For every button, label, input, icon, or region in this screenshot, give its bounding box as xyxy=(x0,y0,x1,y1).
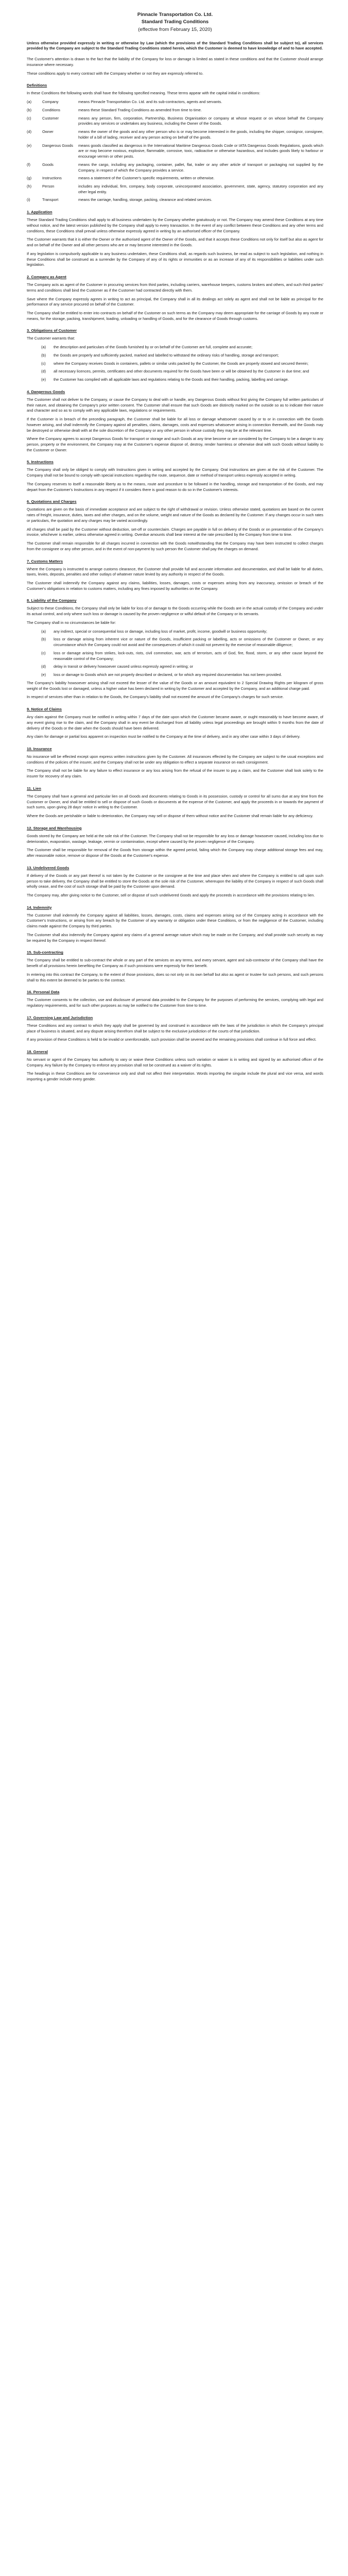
clause-text: the Goods are properly and sufficiently packed, marked and labelled to withstand the ordinary risks of handling, storage and transport; xyxy=(54,352,279,358)
definition-term: Customer xyxy=(42,115,59,121)
clause-item xyxy=(41,353,323,359)
section-paragraph: Any claim for damage or partial loss apparent on inspection must be notified to the Company at the time of delivery, and in any other case within 3 days of delivery. xyxy=(27,734,301,739)
clause-text: the Customer has complied with all applicable laws and regulations relating to the Goods and their handling, packing, labelling and carriage. xyxy=(54,377,289,382)
section-paragraph: The Customer warrants that it is either the Owner or the authorised agent of the Owner of the Goods, and that it accepts these Conditions not only for itself but also as agent for and on behalf of the Owner and all other persons who are or may become interested in the Goods. xyxy=(27,237,323,248)
section xyxy=(27,499,323,552)
definition-term: Owner xyxy=(42,129,54,134)
definition-term: Transport xyxy=(42,197,59,202)
section xyxy=(27,746,323,779)
notice-paragraph: Unless otherwise provided expressly in writing or otherwise by Law (which the provisions of the Standard Trading Conditions shall be subject to), all services provided by the Company are subject to the Standard Trading Conditions stated herein, which the Customer is deemed to have knowledge of and to have accepted. xyxy=(27,40,323,51)
definition-text: includes any individual, firm, company, body corporate, unincorporated association, government, state, agency, statutory corporation and any other legal entity. xyxy=(78,183,323,194)
section-paragraph: All charges shall be paid by the Customer without deduction, set-off or counterclaim. Charges are payable in full on delivery of the Goods or on presentation of the Company's invoice, whichever is earlier, unless otherwise agreed in writing. Overdue amounts shall bear interest at the rate prescribed by the Company from time to time. xyxy=(27,527,323,537)
clause-number: (d) xyxy=(41,369,46,374)
definition-text: means Pinnacle Transportation Co. Ltd. and its sub-contractors, agents and servants. xyxy=(78,99,222,105)
definition-item xyxy=(27,184,323,195)
definition-number: (b) xyxy=(27,107,32,112)
section-paragraph: The Customer consents to the collection, use and disclosure of personal data provided to the Company for the purposes of performing the services, complying with legal and regulatory requirements, and for such other purposes as may be notified to the Customer from time to time. xyxy=(27,997,323,1008)
clause-item xyxy=(41,629,323,635)
clause-number: (c) xyxy=(41,361,46,366)
section-paragraph: The headings in these Conditions are for convenience only and shall not affect their interpretation. Words importing the singular include the plural and vice versa, and words importing a gender include every gender. xyxy=(27,1071,323,1082)
section-heading: 11. Lien xyxy=(27,786,41,791)
section-heading: 16. Personal Data xyxy=(27,990,60,995)
definition-number: (g) xyxy=(27,176,32,181)
definition-text: means a statement of the Customer's specific requirements, written or otherwise. xyxy=(78,176,215,181)
section xyxy=(27,1015,323,1043)
definition-term: Person xyxy=(42,183,55,189)
clause-item xyxy=(41,345,323,350)
section-paragraph: No insurance will be effected except upon express written instructions given by the Customer. All insurances effected by the Company are subject to the usual exceptions and conditions of the policies of the insurer, and the Company shall not be under any obligation to effect a separate insurance on each consignment. xyxy=(27,754,323,765)
section-paragraph: Where the Goods are perishable or liable to deterioration, the Company may sell or dispose of them without notice and the Customer shall remain liable for any deficiency. xyxy=(27,814,314,819)
section-paragraph: The Company's liability howsoever arising shall not exceed the lesser of the value of the Goods or an amount equivalent to 2 Special Drawing Rights per kilogram of gross weight of the Goods lost or damaged, unless a higher value has been declared in writing by the Customer and accepted by the Company, and an additional charge paid. xyxy=(27,680,323,691)
section-paragraph: In respect of services other than in relation to the Goods, the Company's liability shall not exceed the amount of the Company's charges for such service. xyxy=(27,694,284,700)
section-paragraph: The Customer shall indemnify the Company against any claims, liabilities, losses, damages, costs or expenses arising from any inaccuracy, omission or breach of the Customer's obligations in relation to customs matters, including any fines imposed by authorities on the Company. xyxy=(27,581,323,591)
document-header xyxy=(27,11,323,33)
section-heading: 14. Indemnity xyxy=(27,905,52,910)
clause-number: (a) xyxy=(41,629,46,634)
section-heading: 4. Dangerous Goods xyxy=(27,389,65,394)
definition-item xyxy=(27,143,323,160)
section-heading: 6. Quotations and Charges xyxy=(27,499,77,504)
definition-item xyxy=(27,197,323,203)
section-heading: 7. Customs Matters xyxy=(27,558,63,564)
definitions-heading: Definitions xyxy=(27,83,47,88)
section-heading: 10. Insurance xyxy=(27,746,52,751)
clause-number: (c) xyxy=(41,650,46,655)
clause-text: all necessary licences, permits, certificates and other documents required for the Goods have been or will be obtained by the Customer in due time; and xyxy=(54,369,309,374)
section-heading: 17. Governing Law and Jurisdiction xyxy=(27,1015,93,1020)
clause-item xyxy=(41,651,323,662)
definition-number: (d) xyxy=(27,129,32,134)
section-paragraph: Where the Company agrees to accept Dangerous Goods for transport or storage and such Goods at any time become or are considered by the Company to be a danger to any person, property or the environment, the Company may at the Customer's expense dispose of, destroy, render harmless or otherwise deal with such Goods without liability to the Customer or Owner. xyxy=(27,436,323,452)
section-heading: 8. Liability of the Company xyxy=(27,598,77,603)
section-paragraph: The Company shall be entitled to sub-contract the whole or any part of the services on any terms, and every servant, agent and sub-contractor of the Company shall have the benefit of all provisions herein benefiting the Company as if such provisions were expressly for their benefit. xyxy=(27,958,323,969)
intro-paragraph: The Customer's attention is drawn to the fact that the liability of the Company for loss or damage is limited as stated in these conditions and that the Customer should arrange insurance where necessary. xyxy=(27,57,323,67)
clause-text: loss or damage arising from strikes, lock-outs, riots, civil commotion, war, acts of terrorism, acts of God, fire, flood, storm, or any other cause beyond the reasonable control of the Company; xyxy=(54,650,323,661)
section xyxy=(27,209,323,268)
definition-text: means these Standard Trading Conditions as amended from time to time. xyxy=(78,107,202,112)
section xyxy=(27,1049,323,1082)
section-paragraph: No servant or agent of the Company has authority to vary or waive these Conditions unless such variation or waiver is in writing and signed by an authorised officer of the Company. Any failure by the Company to enforce any provision shall not be construed as a waiver of its rights. xyxy=(27,1057,323,1067)
definition-term: Conditions xyxy=(42,107,60,112)
definition-item xyxy=(27,129,323,140)
definition-item xyxy=(27,116,323,127)
clause-item xyxy=(41,664,323,670)
section-paragraph: The Customer shall remain responsible for all charges incurred in connection with the Goods notwithstanding that the Company may have been instructed to collect charges from the consignee or any other person, and in the event of non-payment by such person the Customer shall pay the charges on demand. xyxy=(27,541,323,551)
section-paragraph: If delivery of the Goods or any part thereof is not taken by the Customer or the consignee at the time and place when and where the Company is entitled to call upon such person to take delivery, the Company shall be entitled to store the Goods at the sole risk of the Customer, whereupon the liability of the Company in respect of such Goods shall wholly cease, and the cost of such storage shall be paid by the Customer upon demand. xyxy=(27,873,323,889)
section xyxy=(27,598,323,700)
section xyxy=(27,825,323,859)
section xyxy=(27,389,323,453)
section-paragraph: The Company shall only be obliged to comply with Instructions given in writing and accepted by the Company. Oral instructions are given at the risk of the Customer. The Company shall not be bound to comply with special instructions regarding the route, sequence, date or method of transport unless expressly accepted in writing. xyxy=(27,467,323,478)
section-heading: 13. Undelivered Goods xyxy=(27,865,69,870)
section-paragraph: Subject to these Conditions, the Company shall only be liable for loss of or damage to the Goods occurring while the Goods are in the actual custody of the Company and under its actual control, and only where such loss or damage is caused by the proven negligence or wilful default of the Company or its servants. xyxy=(27,606,323,617)
section-paragraph: The Company shall be entitled to enter into contracts on behalf of the Customer on such terms as the Company may deem appropriate for the carriage of Goods by any route or means, for the storage, packing, transhipment, loading, unloading or handling of Goods, and for the clearance of Goods through customs. xyxy=(27,310,323,321)
section-paragraph: The Customer shall be responsible for removal of the Goods from storage within the agreed period, failing which the Company may charge additional storage fees and may, after reasonable notice, remove or dispose of the Goods at the Customer's expense. xyxy=(27,848,323,858)
definition-text: means goods classified as dangerous in the International Maritime Dangerous Goods Code or IATA Dangerous Goods Regulations, goods which are or may become noxious, explosive, flammable, corrosive, toxic, radioactive or otherwise hazardous, and includes goods likely to harbour or encourage vermin or other pests. xyxy=(78,143,323,159)
section-paragraph: The Customer warrants that: xyxy=(27,336,75,341)
definition-number: (a) xyxy=(27,99,32,105)
section-paragraph: In entering into this contract the Company, to the extent of those provisions, does so not only on its own behalf but also as agent or trustee for such persons, and such persons shall to this extent be deemed to be parties to the contract. xyxy=(27,972,323,982)
clause-item xyxy=(41,361,323,367)
clause-item xyxy=(41,637,323,648)
definition-number: (f) xyxy=(27,162,30,167)
document-title: Standard Trading Conditions xyxy=(141,19,209,25)
clause-text: delay in transit or delivery howsoever caused unless expressly agreed in writing; or xyxy=(54,664,194,669)
clause-text: any indirect, special or consequential loss or damage, including loss of market, profit, income, goodwill or business opportunity; xyxy=(54,629,267,634)
clause-item xyxy=(41,377,323,383)
clause-number: (d) xyxy=(41,664,46,669)
definition-term: Goods xyxy=(42,162,54,167)
section xyxy=(27,989,323,1008)
section-paragraph: Goods stored by the Company are held at the sole risk of the Customer. The Company shall not be responsible for any loss or damage howsoever caused, including loss due to deterioration, evaporation, wastage, leakage, vermin or contamination, except where caused by the proven negligence of the Company. xyxy=(27,833,323,844)
section-paragraph: The Company shall in no circumstances be liable for: xyxy=(27,620,116,625)
section-paragraph: The Company shall have a general and particular lien on all Goods and documents relating to Goods in its possession, custody or control for all sums due at any time from the Customer or Owner, and shall be entitled to sell or dispose of such Goods or documents at the expense of the Customer, and apply the proceeds in or towards the payment of such sums, upon giving 28 days' notice in writing to the Customer. xyxy=(27,793,323,810)
definition-item xyxy=(27,176,323,181)
clause-text: the description and particulars of the Goods furnished by or on behalf of the Customer are full, complete and accurate; xyxy=(54,345,253,350)
definition-text: means the cargo, including any packaging, container, pallet, flat, trailer or any other article of transport or packaging not supplied by the Company, in respect of which the Company provides a service. xyxy=(78,162,323,173)
section xyxy=(27,274,323,321)
definition-text: means any person, firm, corporation, Partnership, Business Organisation or company at whose request or on whose behalf the Company provides any services or undertakes any business, including the Owner of the Goods. xyxy=(78,115,323,126)
section-heading: 2. Company as Agent xyxy=(27,275,66,280)
definition-number: (h) xyxy=(27,183,32,189)
definitions-list xyxy=(27,99,323,203)
section xyxy=(27,786,323,819)
section-paragraph: These Conditions and any contract to which they apply shall be governed by and construed in accordance with the laws of the jurisdiction in which the Company's principal place of business is situated, and any dispute arising therefrom shall be subject to the exclusive jurisdiction of the courts of that jurisdiction. xyxy=(27,1023,323,1033)
definition-item xyxy=(27,108,323,113)
section xyxy=(27,328,323,382)
section xyxy=(27,905,323,944)
section-heading: 9. Notice of Claims xyxy=(27,707,62,712)
definition-item xyxy=(27,162,323,173)
clause-text: where the Company receives Goods in containers, pallets or similar units packed by the Customer, the Goods are properly stowed and secured therein; xyxy=(54,361,309,366)
section-paragraph: The Customer shall also indemnify the Company against any claims of a general average nature which may be made on the Company, and shall provide such security as may be required by the Company in respect thereof. xyxy=(27,932,323,943)
section xyxy=(27,950,323,983)
section-paragraph: These Standard Trading Conditions shall apply to all business undertaken by the Company whether gratuitously or not. The Company may amend these Conditions at any time without notice, and the latest version published by the Company shall apply to every transaction. In the event of any conflict between these Conditions and any other terms and conditions, these Conditions shall prevail unless otherwise expressly agreed in writing by an authorised officer of the Company. xyxy=(27,217,323,233)
definition-number: (e) xyxy=(27,143,32,148)
definition-term: Dangerous Goods xyxy=(42,143,73,148)
sections-container xyxy=(27,209,323,1082)
section-heading: 18. General xyxy=(27,1049,48,1054)
definition-number: (i) xyxy=(27,197,30,202)
section xyxy=(27,459,323,493)
clause-number: (a) xyxy=(41,345,46,350)
section-paragraph: The Customer shall not deliver to the Company, or cause the Company to deal with or handle, any Dangerous Goods without first giving the Company full written particulars of their nature, and obtaining the Company's prior written consent. The Customer shall ensure that such Goods are distinctly marked on the outside so as to indicate their nature and character and so as to comply with any applicable laws, regulations or requirements. xyxy=(27,397,323,413)
section xyxy=(27,706,323,740)
definitions-intro: In these Conditions the following words shall have the following specified meaning. These terms appear with the capital initial in conditions: xyxy=(27,91,260,96)
definition-text: means the owner of the goods and any other person who is or may become interested in the goods, including the shipper, consignor, consignee, holder of a bill of lading, receiver and any person acting on behalf of the goods. xyxy=(78,129,323,140)
section-heading: 5. Instructions xyxy=(27,460,54,465)
clause-item xyxy=(41,369,323,375)
clause-number: (b) xyxy=(41,352,46,358)
clause-number: (e) xyxy=(41,672,46,677)
clause-number: (b) xyxy=(41,637,46,642)
section-paragraph: The Company shall not be liable for any failure to effect insurance or any loss arising from the refusal of the insurer to pay a claim, and the Customer shall look solely to the insurer for recovery of any claim. xyxy=(27,768,323,779)
section-paragraph: The Company acts as agent of the Customer in procuring services from third parties, including carriers, warehouse keepers, customs brokers and others, and such third parties' terms and conditions shall bind the Customer as if the Customer had contracted directly with them. xyxy=(27,282,323,293)
definition-term: Company xyxy=(42,99,59,105)
section-paragraph: Save where the Company expressly agrees in writing to act as principal, the Company shall in all its dealings act solely as agent and shall not be liable as principal for the performance of any service procured on behalf of the Customer. xyxy=(27,296,323,307)
section-paragraph: The Company may, after giving notice to the Customer, sell or dispose of such undelivered Goods and apply the proceeds in accordance with the provisions relating to lien. xyxy=(27,892,315,897)
section-heading: 12. Storage and Warehousing xyxy=(27,825,82,831)
section-paragraph: If any legislation is compulsorily applicable to any business undertaken, these Conditions shall, as regards such business, be read as subject to such legislation, and nothing in these Conditions shall be construed as a surrender by the Company of any of its rights or immunities or as an increase of any of its responsibilities or liabilities under such legislation. xyxy=(27,251,323,267)
section-paragraph: Where the Company is instructed to arrange customs clearance, the Customer shall provide full and accurate information and documentation, and shall be liable for all duties, taxes, levies, deposits, penalties and other outlays of whatever nature levied by any authority in respect of the Goods. xyxy=(27,566,323,577)
section-heading: 1. Application xyxy=(27,210,53,215)
section xyxy=(27,865,323,899)
document-page xyxy=(0,0,348,1106)
definition-text: means the carriage, handling, storage, packing, clearance and related services. xyxy=(78,197,213,202)
definition-number: (c) xyxy=(27,115,31,121)
section-heading: 3. Obligations of Customer xyxy=(27,328,77,333)
clause-item xyxy=(41,672,323,678)
section-heading: 15. Sub-contracting xyxy=(27,950,63,955)
effective-date: (effective from February 15, 2020) xyxy=(138,26,212,32)
definition-term: Instructions xyxy=(42,176,62,181)
clause-text: loss or damage arising from inherent vice or nature of the Goods, insufficient packing or labelling, acts or omissions of the Customer or Owner, or any circumstance which the Company could not avoid and the consequences of which it could not prevent by the exercise of reasonable diligence; xyxy=(54,637,323,648)
section-paragraph: If the Customer is in breach of the preceding paragraph, the Customer shall be liable for all loss or damage whatsoever caused by or to or in connection with the Goods however arising, and shall indemnify the Company against all penalties, claims, damages, costs and expenses whatsoever arising in connection therewith, and the Goods may be destroyed or otherwise dealt with at the sole discretion of the Company or any other person in whose custody they may be at the relevant time. xyxy=(27,417,323,433)
intro-paragraph: These conditions apply to every contract with the Company whether or not they are expressly referred to. xyxy=(27,71,204,76)
definition-item xyxy=(27,99,323,105)
section-paragraph: The Customer shall indemnify the Company against all liabilities, losses, damages, costs, claims and expenses arising out of the Company acting in accordance with the Customer's Instructions, or arising from any breach by the Customer of any warranty or obligation under these Conditions, or from the negligence of the Customer, including claims made against the Company by third parties. xyxy=(27,912,323,929)
section-paragraph: If any provision of these Conditions is held to be invalid or unenforceable, such provision shall be severed and the remaining provisions shall continue in full force and effect. xyxy=(27,1037,317,1042)
clause-text: loss or damage to Goods which are not properly described or declared, or for which any required documentation has not been provided. xyxy=(54,672,282,677)
section-paragraph: Quotations are given on the basis of immediate acceptance and are subject to the right of withdrawal or revision. Unless otherwise stated, quotations are based on the current rates of freight, insurance, duties, taxes and other charges, and on the volume, weight and nature of the Goods as declared by the Customer. If any changes occur in such rates or particulars, the quotation and any charges may be varied accordingly. xyxy=(27,507,323,523)
section-paragraph: The Company reserves to itself a reasonable liberty as to the means, route and procedure to be followed in the handling, storage and transportation of the Goods, and may depart from the Customer's Instructions in any respect if it considers there is good reason to do so in the Customer's interests. xyxy=(27,481,323,492)
clause-number: (e) xyxy=(41,377,46,382)
company-name: Pinnacle Transportation Co. Ltd. xyxy=(137,12,213,18)
section xyxy=(27,558,323,592)
section-paragraph: Any claim against the Company must be notified in writing within 7 days of the date upon which the Customer became aware, or ought reasonably to have become aware, of any event giving rise to the claim, and the Company shall in any event be discharged from all liability unless legal proceedings are brought within 9 months from the date of delivery of the Goods or the date when the Goods should have been delivered. xyxy=(27,715,323,731)
